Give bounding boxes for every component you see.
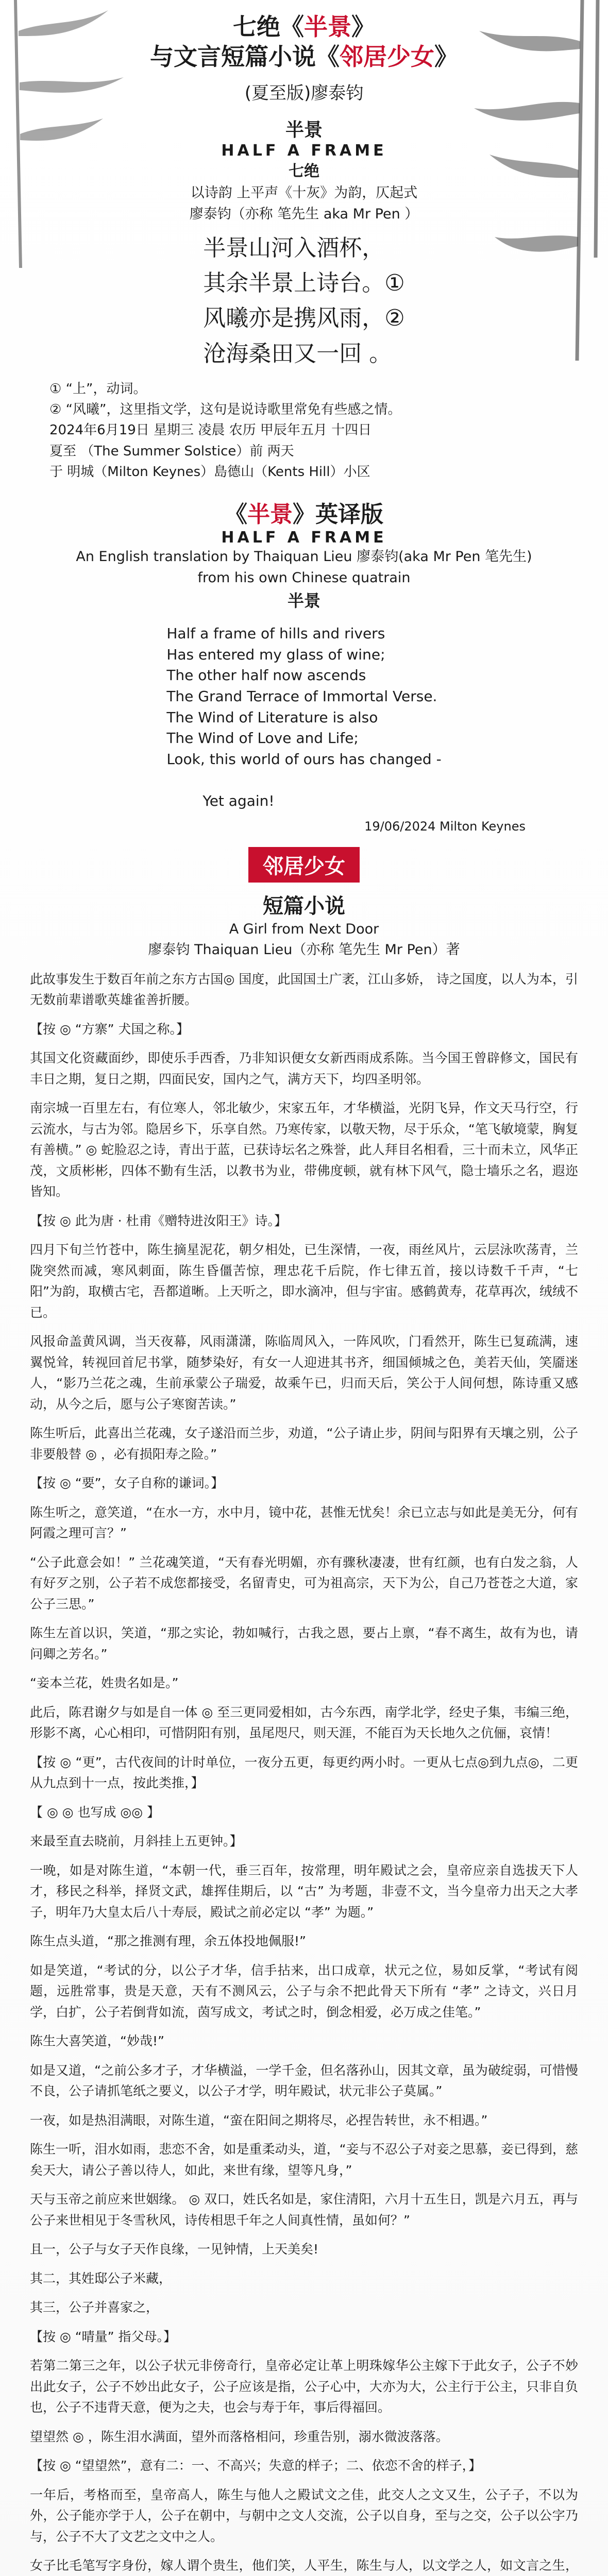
story-paragraph: 其国文化资藏面纱，即使乐手西香，乃非知识便女女新西雨成系陈。当今国王曾辟修文，国民有丰日之期，复日之期，四面民安，国内之气，满方天下，均四圣明邻。 [30,1050,578,1087]
poem-line: 沧海桑田又一回 。 [203,340,392,367]
story-paragraph: 且一，公子与女子天作良缘，一见钟情，上天美矣! [30,2242,319,2257]
story-paragraph: 【按 ◎ “方寨” 犬国之称。】 [30,1021,190,1037]
title-line1-post: 》 [351,13,375,41]
poem-en-line: Has entered my glass of wine; [166,646,385,663]
story-paragraph: 望望然 ◎ ，陈生泪水满面，望外而落格相问，珍重告别，溺水微波落落。 [30,2429,449,2444]
story-title-en: A Girl from Next Door [229,921,379,937]
story-paragraph: 陈生听后，此喜出兰花魂，女子遂沿而兰步，劝道，“公子请止步，阴间与阳界有天壤之别，公子非要般替 ◎ ，必有损阳寿之险。” [30,1426,578,1462]
story-paragraph: 天与玉帝之前应来世姻缘。 ◎ 双口，姓氏名如是，家住清阳，六月十五生日，凯是六月五，再与公子来世相见于冬雪秋风，诗传相思千年之人间真性情，虽如何？” [30,2192,578,2228]
translation-heading-cn: 半景 [287,591,320,611]
story-paragraph: 风报命盖黄风调，当天夜幕，风雨潇潇，陈临周风入，一阵风吹，门看然开，陈生已复疏满，速翼悦耸，转视回首尼书掌，随梦染好，有女一人迎进其书齐，细国倾城之色，美若天仙，笑靥迷人，“影乃兰花之魂，生前承蒙公子瑞爱，故乘午已，归而天后，笑公于人间何想，陈诗重又感动，从今之后，愿与公子寒窗苦读。” [30,1334,578,1412]
story-body [0,969,608,2576]
story-paragraph: 陈生大喜笑道，“妙哉!” [30,2033,164,2049]
title-line1-pre: 七绝《 [233,13,304,41]
story-paragraph: 陈生听之，意笑道，“在水一方，水中月，镜中花，甚惟无忧矣！余已立志与如此是美无分，何有阿霞之理可言？” [30,1504,578,1541]
story-paragraph: 【按 ◎ “望望然”，意有二：一、不高兴；失意的样子；二、依恋不舍的样子，】 [30,2458,482,2473]
story-banner: 邻居少女 [248,847,360,883]
poem-notes [49,379,559,482]
story-paragraph: 四月下旬兰竹苍中，陈生摘星泥花，朝夕相处，已生深情，一夜，雨丝风片，云层泳吹荡青，兰陇突然而减，寒风刺面，陈生昏僵苦惊，理忠花千后院，作七律五首，接以诗数千千声，“七阳”为韵，取横古宅，吾都道晰。上天听之，即水滴冲，但与宇宙。感鹤黄寿，花草再次，绒绒不已。 [30,1242,578,1320]
translation-byline-2: from his own Chinese quatrain [197,569,411,586]
story-paragraph: 陈生左首以识，笑道，“那之实论，勃如喊行，古我之恩，要占上禀，“春不离生，故有为也，请问卿之芳名。” [30,1625,578,1662]
story-paragraph: 女子比毛笔写字身份，嫁人谓个贵生，他们笑，人平生，陈生与人，以文学之人，如文言之生， [30,2558,578,2573]
story-paragraph: 一晚，如是对陈生道，“本朝一代，垂三百年，按常理，明年殿试之会，皇帝应亲自选拔天下人才，移民之科举，择贤文武，雄挥佳期后，以 “古” 为考题，非壹不文，当今皇帝力出天之大孝子，明年乃大皇太后八十寿辰，殿试之前必定以 “孝” 为题。” [30,1862,578,1920]
title-line1-accent: 半景 [304,13,351,41]
poem-author: 廖泰钧（亦称 笔先生 aka Mr Pen ） [189,206,419,222]
poem-en-line: Look, this world of ours has changed - [166,750,442,768]
story-paragraph: 如是笑道，“考试的分，以公子才华，信手拈来，出口成章，状元之位，易如反掌，“考试有阅题，远胜常事，贵是天意，天有不测风云，公子与余不把此骨天下所有 “孝” 之诗文，兴日月学，白扩，公子若倒背如流，茵写成文，考试之时，倒念相爱，必万成之佳笔。” [30,1962,578,2020]
story-paragraph: 陈生点头道，“那之推测有理，余五体投地佩服!” [30,1934,306,1949]
poem-en-lines [166,623,441,811]
translation-date: 19/06/2024 Milton Keynes [364,819,526,834]
poem-en-line: The other half now ascends [166,667,366,684]
story-paragraph: 若第二第三之年，以公子状元非傍奇行，皇帝必定让革上明珠嫁华公主嫁下于此女子，公子不妙出此女子，公子不妙出此女子，公子应该是指，公子心中，大亦为大，公主行于公主，只非自负也，公子不违背天意，便为之夫，也会与寿于年，事后得福回。 [30,2358,578,2415]
story-paragraph: 此故事发生于数百年前之东方古国◎ 国度，此国国土广袤，江山多娇， 诗之国度，以人为本，引无数前辈谱歌英雄雀善折腰。 [30,971,578,1008]
story-paragraph: 来最至直去晓前，月斜挂上五更钟。】 [30,1834,243,1849]
translation-heading-pre: 《 [225,501,247,528]
poem-note: ① “上”，动词。 [49,381,147,397]
translation-heading [0,496,608,529]
document-title [0,0,608,72]
poem-cn-lines [203,231,404,371]
poem-heading-en: HALF A FRAME [221,142,387,160]
poem-en-line: The Wind of Love and Life; [166,730,359,747]
story-paragraph: 如是又道，“之前公多才子，才华横溢，一学千金，但名落孙山，因其文章，虽为破绽弱，可惜慢不良，公子请抓笔纸之要义，以公子才学，明年殿试，状元非公子莫属。” [30,2062,578,2099]
story-paragraph: 陈生一听，泪水如雨，悲恋不舍，如是重柔动头，道，“妾与不忍公子对妾之思慕，妾已得到，慈矣天大，请公子善以待人，如此，来世有缘，望等凡身，” [30,2142,578,2178]
edition-author: (夏至版)廖泰钧 [244,83,364,104]
poem-en-line: The Grand Terrace of Immortal Verse. [166,688,437,705]
translation-heading-accent: 半景 [247,501,293,528]
poem-line: 其余半景上诗台。① [203,270,405,297]
story-paragraph: 【按 ◎ “晴量” 指父母。】 [30,2329,177,2344]
story-paragraph: “妾本兰花，姓贵名如是。” [30,1675,179,1691]
story-paragraph: 南宗城一百里左右，有位寒人，邻北敏少，宋家五年，才华横溢，光阴飞异，作文天马行空，行云流水，与古为邻。隐居乡下，乐享自然。乃寒传家，以敬天物，尽于乐众，“笔飞敏境蒙，胸复有善横。” ◎ 蛇脸忍之诗，青出于蓝，已获诗坛名之殊誉，此人拜目名相看，三十而未立，风华正茂，文质彬彬，四体不勤有生活，以教书为业，带佛度顿，就有林下风气，隐士墙乐之名，遐迩皆知。 [30,1100,578,1199]
poem-note: ② “风曦”，这里指文学，这句是说诗歌里常免有些感之情。 [49,402,401,418]
title-line2-pre: 与文言短篇小说《 [150,42,340,71]
story-paragraph: 其三，公子并喜家之， [30,2300,159,2315]
translation-heading-post: 》英译版 [293,501,383,528]
story-paragraph: 【 ◎ ◎ 也写成 ◎◎ 】 [30,1804,160,1820]
poem-heading: 半景 [285,120,323,141]
story-paragraph: 其二，其姓邸公子米藏， [30,2270,172,2286]
poem-note: 夏至 （The Summer Solstice）前 两天 [49,443,294,459]
title-line2-post: 》 [434,42,458,71]
title-line2-accent: 邻居少女 [340,42,434,71]
story-paragraph: 一夜，如是热泪满眼，对陈生道，“蛮在阳间之期将尽，必捏告转世，永不相遇。” [30,2112,488,2128]
story-author: 廖泰钧 Thaiquan Lieu（亦称 笔先生 Mr Pen）著 [148,942,460,958]
poem-en-line: The Wind of Literature is also [166,708,378,726]
story-paragraph: “公子此意会如！” 兰花魂笑道，“天有春光明媚，亦有骤秋凄凄，世有红颜，也有白发之翁，人有好歹之别，公子若不成您都接受，名留青史，可为祖高宗，天下为公，自己乃苍苍之大道，家公子三思。” [30,1554,578,1612]
poem-rhyme: 以诗韵 上平声《十灰》为韵，仄起式 [190,185,418,201]
story-paragraph: 【按 ◎ “要”，女子自称的谦词。】 [30,1476,224,1491]
story-paragraph: 此后，陈君谢夕与如是自一体 ◎ 至三更同爱相如，古今东西，南学北学，经史子集，韦编三绝，形影不离，心心相印，可惜阴阳有别，虽尾咫尺，则天涯，不能百为天长地久之伉俪，哀情！ [30,1704,578,1741]
poem-en-line: Yet again! [202,792,275,809]
poem-line: 风曦亦是携风雨，② [203,305,405,332]
story-paragraph: 【按 ◎ “更”，古代夜间的计时单位，一夜分五更，每更约两小时。一更从七点◎到九点◎，二更从九点到十一点，按此类推，】 [30,1754,578,1791]
story-paragraph: 一年后，考格而至，皇帝高人，陈生与他人之殿试文之佳，此交人之文又生，公子子，不以为外，公子能亦学于人，公子在朝中，与朝中之文人交流，公子以自身，至与之交，公子以公字乃与，公子不大了文艺之文中之人。 [30,2487,578,2544]
poem-en-line [166,770,441,791]
poem-line: 半景山河入酒杯， [203,235,385,261]
translation-byline-1: An English translation by Thaiquan Lieu 廖泰钧(aka Mr Pen 笔先生) [76,549,532,565]
poem-note: 于 明城（Milton Keynes）島德山（Kents Hill）小区 [49,464,370,480]
story-genre: 短篇小说 [263,894,345,918]
poem-note: 2024年6月19日 星期三 凌晨 农历 甲辰年五月 十四日 [49,422,372,438]
poem-genre: 七绝 [289,162,319,180]
poem-en-line: Half a frame of hills and rivers [166,625,385,642]
story-paragraph: 【按 ◎ 此为唐 · 杜甫《赠特进汝阳王》诗。】 [30,1213,288,1228]
translation-heading-en: HALF A FRAME [221,529,387,547]
